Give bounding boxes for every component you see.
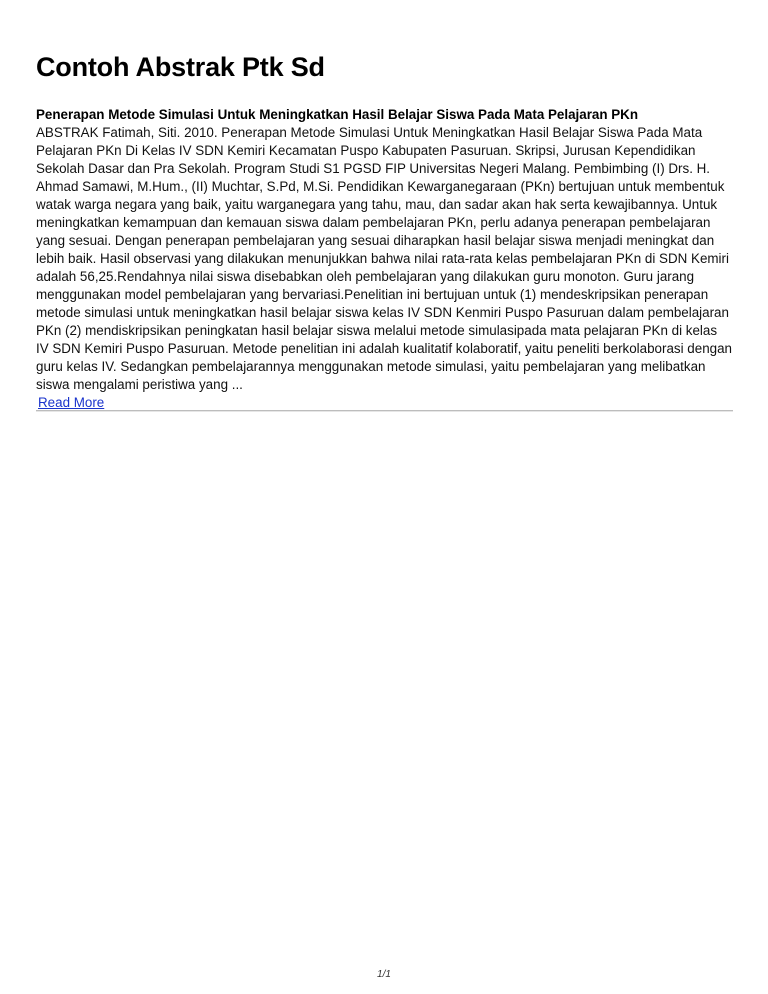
section-divider	[36, 410, 733, 412]
article-heading: Penerapan Metode Simulasi Untuk Meningkatkan Hasil Belajar Siswa Pada Mata Pelajaran PKn	[36, 107, 639, 122]
page-title: Contoh Abstrak Ptk Sd	[36, 52, 325, 82]
read-more-link[interactable]: Read More	[38, 395, 105, 410]
article-abstract-text: ABSTRAK Fatimah, Siti. 2010. Penerapan Metode Simulasi Untuk Meningkatkan Hasil Belajar Siswa Pada Mata Pelajaran PKn Di Kelas IV SDN Kemiri Kecamatan Puspo Kabupaten Pasuruan. Skripsi, Jurusan Kependidikan Sekolah Dasar dan Pra Sekolah. Program Studi S1 PGSD FIP Universitas Negeri Malang. Pembimbing (I) Drs. H. Ahmad Samawi, M.Hum., (II) Muchtar, S.Pd, M.Si. Pendidikan Kewarganegaraan (PKn) bertujuan untuk membentuk watak warga negara yang baik, yaitu warganegara yang tahu, mau, dan sadar akan hak serta kewajibannya. Untuk meningkatkan kemampuan dan kemauan siswa dalam pembelajaran PKn, perlu adanya penerapan pembelajaran yang sesuai. Dengan penerapan pembelajaran yang sesuai diharapkan hasil belajar siswa menjadi meningkat dan lebih baik. Hasil observasi yang dilakukan menunjukkan bahwa nilai rata-rata kelas pembelajaran PKn di SDN Kemiri adalah 56,25.Rendahnya nilai siswa disebabkan oleh pembelajaran yang dilakukan guru monoton. Guru jarang menggunakan model pembelajaran yang bervariasi.Penelitian ini bertujuan untuk (1) mendeskripsikan penerapan metode simulasi untuk meningkatkan hasil belajar siswa kelas IV SDN Kenmiri Puspo Pasuruan dalam pembelajaran PKn (2) mendiskripsikan peningkatan hasil belajar siswa melalui metode simulasipada mata pelajaran PKn di kelas IV SDN Kemiri Puspo Pasuruan. Metode penelitian ini adalah kualitatif kolaboratif, yaitu peneliti berkolaborasi dengan guru kelas IV. Sedangkan pembelajarannya menggunakan metode simulasi, yaitu pembelajaran yang melibatkan siswa mengalami peristiwa yang ...	[36, 125, 732, 392]
page-number: 1/1	[377, 969, 391, 980]
article-abstract	[36, 124, 733, 412]
article-entry	[36, 106, 733, 412]
